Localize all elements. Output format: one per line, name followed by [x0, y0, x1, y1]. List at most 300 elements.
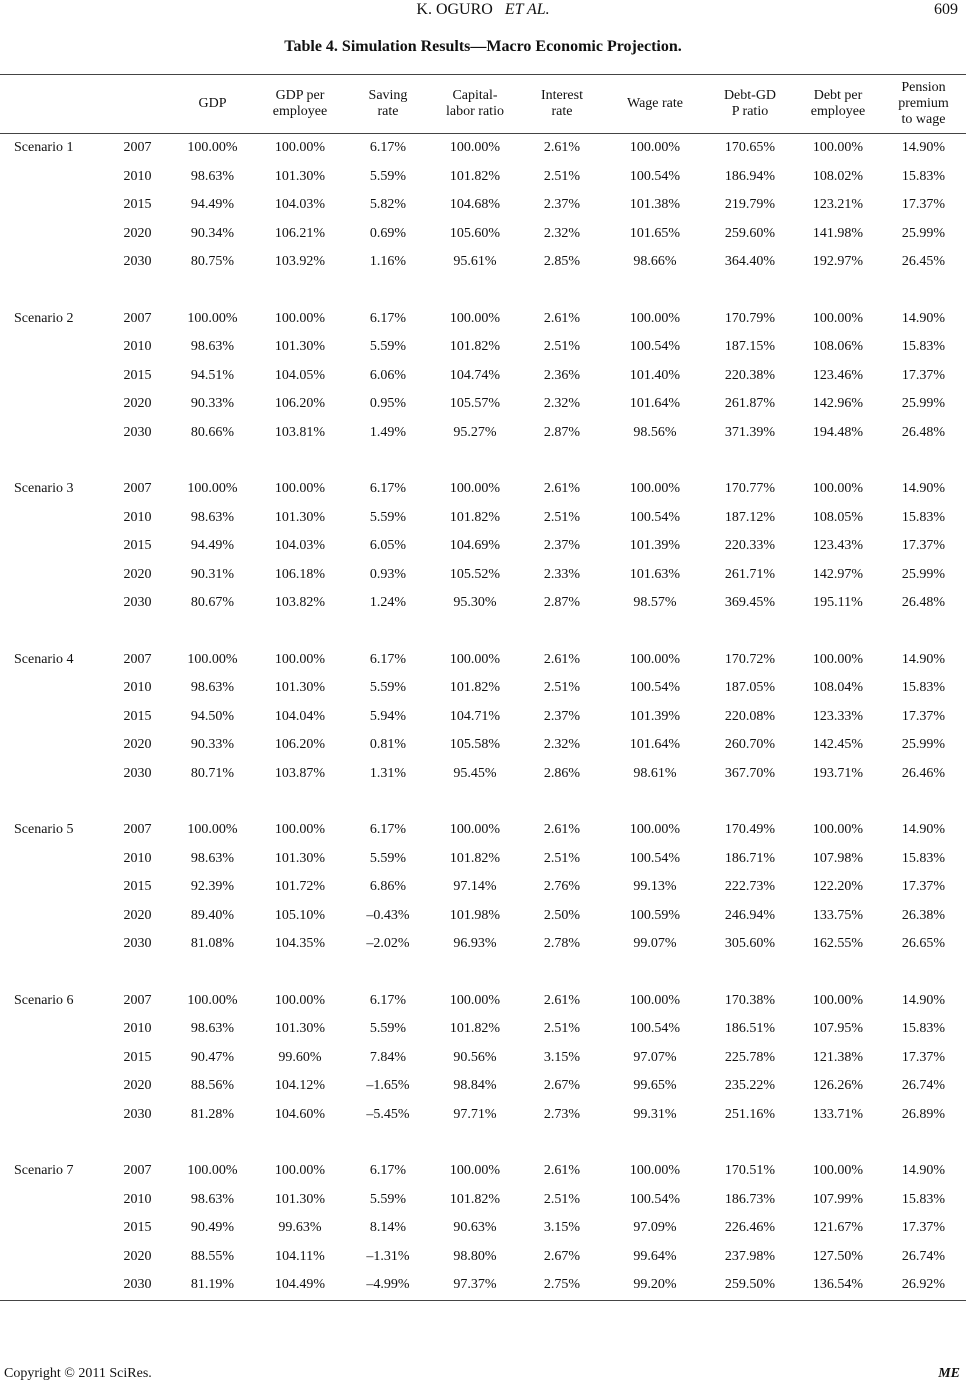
year-cell: 2010 [123, 509, 152, 525]
year-cell: 2030 [105, 1271, 170, 1300]
value-cell: 90.47% [190, 1049, 235, 1065]
column-header-line: GDP per [275, 88, 325, 103]
value-cell: 103.92% [274, 254, 326, 270]
value-cell: 99.13% [633, 879, 677, 895]
value-cell: 95.27% [453, 424, 497, 440]
value-cell: 261.71% [724, 566, 776, 582]
simulation-results-table [0, 74, 966, 1301]
value-cell: 100.00% [629, 140, 681, 156]
value-cell: 97.14% [453, 879, 497, 895]
value-cell: 104.12% [274, 1078, 326, 1094]
value-cell: 1.16% [369, 254, 407, 270]
value-cell: 100.54% [629, 680, 681, 696]
value-cell: 100.00% [812, 1163, 864, 1179]
value-cell: 107.95% [812, 1021, 864, 1037]
value-cell: 186.94% [724, 168, 776, 184]
table-row [0, 1271, 966, 1300]
value-cell: 101.39% [629, 708, 681, 724]
year-cell: 2030 [123, 765, 152, 781]
value-cell: 251.16% [724, 1106, 776, 1122]
value-cell: 2.61% [543, 140, 581, 156]
value-cell: 6.17% [369, 310, 407, 326]
value-cell: 3.15% [543, 1220, 581, 1236]
value-cell: 14.90% [901, 992, 946, 1008]
column-header [705, 75, 795, 134]
table-row [0, 902, 966, 931]
column-header-line: employee [272, 104, 328, 119]
value-cell: 100.00% [187, 481, 238, 497]
scenario-label-empty [0, 220, 105, 249]
value-cell: 187.15% [724, 339, 776, 355]
column-header [605, 75, 705, 134]
value-cell: 367.70% [724, 765, 776, 781]
value-cell: 101.64% [629, 737, 681, 753]
value-cell: 17.37% [901, 708, 946, 724]
value-cell: 101.64% [629, 396, 681, 412]
scenario-label: Scenario 1 [14, 140, 74, 156]
value-cell: 100.00% [274, 140, 326, 156]
value-cell: 104.04% [274, 708, 326, 724]
year-cell: 2015 [123, 879, 152, 895]
year-cell: 2007 [123, 822, 152, 838]
value-cell: 26.48% [901, 595, 946, 611]
value-cell: 81.28% [190, 1106, 235, 1122]
table-row [0, 475, 966, 504]
value-cell: 101.30% [274, 509, 326, 525]
value-cell: 17.37% [901, 367, 946, 383]
table-row [0, 532, 966, 561]
value-cell: 14.90% [901, 822, 946, 838]
value-cell: 305.60% [724, 936, 776, 952]
value-cell: 26.46% [901, 765, 946, 781]
value-cell: 7.84% [369, 1049, 407, 1065]
value-cell: 101.82% [449, 168, 501, 184]
value-cell: 88.56% [190, 1078, 235, 1094]
value-cell: 14.90% [901, 651, 946, 667]
value-cell: 98.57% [633, 595, 677, 611]
value-cell: 2.50% [543, 907, 581, 923]
value-cell: 101.98% [449, 907, 501, 923]
value-cell: 105.57% [449, 396, 501, 412]
year-cell: 2010 [123, 168, 152, 184]
journal-abbreviation: ME [938, 1366, 960, 1381]
value-cell: 100.00% [274, 651, 326, 667]
running-head-authors [0, 1, 966, 19]
spacer-cell [0, 1129, 966, 1157]
scenario-label-empty [0, 333, 105, 362]
value-cell: 101.82% [449, 339, 501, 355]
scenario-label-empty [0, 930, 105, 959]
value-cell: 2.32% [543, 225, 581, 241]
value-cell: 192.97% [812, 254, 864, 270]
value-cell: 26.48% [901, 424, 946, 440]
year-cell: 2020 [123, 907, 152, 923]
value-cell: 104.68% [449, 197, 501, 213]
scenario-label-empty [0, 703, 105, 732]
value-cell: 100.00% [449, 140, 501, 156]
value-cell: 101.39% [629, 538, 681, 554]
value-cell: 98.63% [190, 509, 235, 525]
value-cell: 6.17% [369, 481, 407, 497]
year-cell: 2030 [123, 1106, 152, 1122]
scenario-spacer-row [0, 788, 966, 816]
year-cell: 2010 [123, 1021, 152, 1037]
value-cell: 170.72% [724, 651, 776, 667]
value-cell: 80.66% [190, 424, 235, 440]
value-cell: 99.64% [633, 1248, 677, 1264]
table-row [0, 504, 966, 533]
value-cell: 101.82% [449, 509, 501, 525]
value-cell: 99.31% [633, 1106, 677, 1122]
spacer-cell [0, 959, 966, 987]
value-cell: 104.05% [274, 367, 326, 383]
year-cell: 2010 [123, 680, 152, 696]
value-cell: 101.30% [274, 850, 326, 866]
value-cell: 100.00% [629, 1163, 681, 1179]
value-cell: 5.94% [369, 708, 407, 724]
column-header-line: rate [377, 104, 399, 119]
value-cell: 1.49% [369, 424, 407, 440]
column-header-line: Interest [541, 88, 583, 103]
value-cell: 101.30% [274, 1021, 326, 1037]
value-cell: 100.00% [187, 992, 238, 1008]
table-row [0, 1157, 966, 1186]
value-cell: 5.59% [369, 1021, 407, 1037]
value-cell: 14.90% [901, 481, 946, 497]
spacer-cell [0, 788, 966, 816]
year-cell: 2020 [123, 566, 152, 582]
value-cell: 259.50% [705, 1271, 795, 1300]
value-cell: 100.00% [449, 822, 501, 838]
value-cell: 101.72% [274, 879, 326, 895]
value-cell: 104.69% [449, 538, 501, 554]
value-cell: 98.63% [190, 168, 235, 184]
value-cell: 5.59% [369, 1191, 407, 1207]
value-cell: 101.38% [629, 197, 681, 213]
value-cell: 1.31% [369, 765, 407, 781]
scenario-spacer-row [0, 618, 966, 646]
value-cell: 98.63% [190, 850, 235, 866]
value-cell: 0.95% [369, 396, 407, 412]
column-header-line: Capital- [452, 88, 498, 103]
value-cell: 170.51% [724, 1163, 776, 1179]
value-cell: 2.67% [543, 1078, 581, 1094]
value-cell: 98.66% [633, 254, 677, 270]
table-row [0, 390, 966, 419]
value-cell: 123.21% [812, 197, 864, 213]
value-cell: 98.63% [190, 339, 235, 355]
year-cell: 2015 [123, 708, 152, 724]
value-cell: –2.02% [366, 936, 410, 952]
value-cell: 90.33% [190, 737, 235, 753]
value-cell: 90.33% [190, 396, 235, 412]
column-header-line: P ratio [731, 104, 769, 119]
table-row [0, 333, 966, 362]
column-header-line: Saving [368, 88, 408, 103]
value-cell: 108.04% [812, 680, 864, 696]
value-cell: 141.98% [812, 225, 864, 241]
year-cell: 2007 [123, 651, 152, 667]
value-cell: 97.09% [633, 1220, 677, 1236]
scenario-label: Scenario 6 [14, 992, 74, 1008]
value-cell: 101.63% [629, 566, 681, 582]
value-cell: 90.34% [190, 225, 235, 241]
value-cell: 2.73% [543, 1106, 581, 1122]
year-cell: 2007 [123, 992, 152, 1008]
value-cell: 100.00% [629, 651, 681, 667]
value-cell: 101.30% [274, 168, 326, 184]
value-cell: 259.60% [724, 225, 776, 241]
value-cell: 2.61% [543, 651, 581, 667]
scenario-label: Scenario 3 [14, 481, 74, 497]
column-header-line: rate [551, 104, 573, 119]
table-row [0, 305, 966, 334]
et-al: ET AL. [504, 1, 550, 18]
value-cell: 170.77% [724, 481, 776, 497]
value-cell: 6.86% [369, 879, 407, 895]
table-row [0, 1186, 966, 1215]
value-cell: 6.17% [369, 651, 407, 667]
value-cell: 98.61% [633, 765, 677, 781]
table-row [0, 703, 966, 732]
value-cell: 2.37% [543, 538, 581, 554]
scenario-label-empty [0, 504, 105, 533]
value-cell: 2.51% [543, 339, 581, 355]
value-cell: 94.50% [190, 708, 235, 724]
value-cell: 100.00% [812, 651, 864, 667]
value-cell: 17.37% [901, 879, 946, 895]
table-row [0, 930, 966, 959]
scenario-label-empty [0, 845, 105, 874]
column-header [881, 75, 966, 134]
scenario-label-empty [0, 589, 105, 618]
value-cell: 195.11% [813, 595, 863, 611]
year-cell: 2020 [123, 225, 152, 241]
value-cell: 80.67% [190, 595, 235, 611]
scenario-label-empty [0, 1101, 105, 1130]
value-cell: 17.37% [901, 1049, 946, 1065]
value-cell: 104.71% [449, 708, 501, 724]
value-cell: 15.83% [901, 168, 946, 184]
value-cell: 5.59% [369, 168, 407, 184]
scenario-label: Scenario 4 [14, 651, 74, 667]
value-cell: 99.63% [278, 1220, 322, 1236]
value-cell: 100.59% [629, 907, 681, 923]
value-cell: 103.81% [274, 424, 326, 440]
value-cell: 100.54% [629, 509, 681, 525]
value-cell: 0.69% [369, 225, 407, 241]
value-cell: 100.00% [274, 310, 326, 326]
value-cell: 162.55% [812, 936, 864, 952]
year-cell: 2015 [123, 1049, 152, 1065]
value-cell: 25.99% [901, 737, 946, 753]
value-cell: 2.61% [543, 1163, 581, 1179]
value-cell: 108.06% [812, 339, 864, 355]
value-cell: 127.50% [812, 1248, 864, 1264]
year-cell: 2030 [123, 595, 152, 611]
column-header-line: Wage rate [627, 96, 683, 111]
table-row [0, 419, 966, 448]
value-cell: 90.49% [190, 1220, 235, 1236]
value-cell: 122.20% [812, 879, 864, 895]
table-row [0, 760, 966, 789]
value-cell: 17.37% [901, 197, 946, 213]
value-cell: 100.00% [274, 1163, 326, 1179]
table-row [0, 816, 966, 845]
value-cell: 100.00% [449, 310, 501, 326]
value-cell: 104.60% [274, 1106, 326, 1122]
year-cell: 2020 [123, 737, 152, 753]
value-cell: 104.35% [274, 936, 326, 952]
value-cell: 6.17% [369, 1163, 407, 1179]
scenario-label-empty [0, 419, 105, 448]
value-cell: 2.37% [543, 197, 581, 213]
table-row [0, 134, 966, 163]
value-cell: 100.54% [629, 1021, 681, 1037]
value-cell: 5.59% [369, 509, 407, 525]
year-cell: 2030 [123, 936, 152, 952]
table-body [0, 134, 966, 1301]
column-header-line: Pension [901, 80, 946, 95]
scenario-label-empty [0, 390, 105, 419]
value-cell: 99.65% [633, 1078, 677, 1094]
value-cell: 100.00% [187, 310, 238, 326]
value-cell: 2.32% [543, 396, 581, 412]
table-row [0, 163, 966, 192]
value-cell: 246.94% [724, 907, 776, 923]
value-cell: 100.00% [629, 822, 681, 838]
value-cell: 15.83% [901, 1021, 946, 1037]
scenario-spacer-row [0, 447, 966, 475]
value-cell: 2.51% [543, 680, 581, 696]
value-cell: 90.63% [453, 1220, 497, 1236]
value-cell: 100.00% [187, 822, 238, 838]
value-cell: 101.82% [449, 850, 501, 866]
column-header [431, 75, 519, 134]
header-year-blank [105, 75, 170, 134]
value-cell: 90.56% [453, 1049, 497, 1065]
value-cell: 101.82% [449, 1191, 501, 1207]
scenario-label: Scenario 5 [14, 822, 74, 838]
value-cell: 26.65% [901, 936, 946, 952]
value-cell: 2.85% [543, 254, 581, 270]
year-cell: 2020 [123, 396, 152, 412]
value-cell: 220.08% [724, 708, 776, 724]
value-cell: 187.05% [724, 680, 776, 696]
scenario-label-empty [0, 1214, 105, 1243]
value-cell: 100.54% [629, 850, 681, 866]
scenario-label-empty [0, 873, 105, 902]
value-cell: 100.54% [629, 339, 681, 355]
table-row [0, 1101, 966, 1130]
scenario-label-empty [0, 1243, 105, 1272]
value-cell: 104.03% [274, 538, 326, 554]
value-cell: 98.63% [190, 1191, 235, 1207]
value-cell: 107.99% [812, 1191, 864, 1207]
scenario-label-empty [0, 1044, 105, 1073]
value-cell: 170.65% [724, 140, 776, 156]
value-cell: 2.51% [543, 1191, 581, 1207]
value-cell: 81.08% [190, 936, 235, 952]
column-header [795, 75, 881, 134]
value-cell: 100.00% [812, 822, 864, 838]
year-cell: 2007 [123, 310, 152, 326]
value-cell: 98.80% [453, 1248, 497, 1264]
value-cell: 100.00% [812, 140, 864, 156]
column-header-line: labor ratio [446, 104, 504, 119]
scenario-label-empty [0, 362, 105, 391]
scenario-label-empty [0, 561, 105, 590]
table-row [0, 845, 966, 874]
value-cell: 103.82% [274, 595, 326, 611]
value-cell: 100.00% [812, 481, 864, 497]
value-cell: 95.61% [453, 254, 497, 270]
value-cell: 100.00% [629, 481, 681, 497]
column-header-line: employee [810, 104, 866, 119]
value-cell: 235.22% [724, 1078, 776, 1094]
value-cell: 99.07% [633, 936, 677, 952]
value-cell: 25.99% [901, 225, 946, 241]
value-cell: 6.05% [369, 538, 407, 554]
value-cell: 89.40% [190, 907, 235, 923]
value-cell: 1.24% [369, 595, 407, 611]
value-cell: 26.45% [901, 254, 946, 270]
table-row [0, 248, 966, 277]
value-cell: 6.17% [369, 992, 407, 1008]
value-cell: 106.21% [274, 225, 326, 241]
table-row [0, 1243, 966, 1272]
value-cell: 106.18% [274, 566, 326, 582]
value-cell: 17.37% [901, 1220, 946, 1236]
value-cell: 170.49% [724, 822, 776, 838]
value-cell: 100.00% [274, 481, 326, 497]
value-cell: 2.51% [543, 509, 581, 525]
value-cell: 2.61% [543, 481, 581, 497]
table-row [0, 1044, 966, 1073]
value-cell: 187.12% [724, 509, 776, 525]
table-header-row [0, 75, 966, 134]
value-cell: 15.83% [901, 850, 946, 866]
value-cell: 101.30% [274, 1191, 326, 1207]
value-cell: 100.00% [449, 992, 501, 1008]
scenario-label-empty [0, 191, 105, 220]
value-cell: 105.58% [449, 737, 501, 753]
value-cell: 101.82% [449, 1021, 501, 1037]
value-cell: 101.65% [629, 225, 681, 241]
scenario-label: Scenario 2 [14, 310, 74, 326]
value-cell: 17.37% [901, 538, 946, 554]
year-cell: 2010 [123, 339, 152, 355]
column-header [519, 75, 605, 134]
value-cell: 100.00% [274, 992, 326, 1008]
value-cell: 5.82% [369, 197, 407, 213]
value-cell: 100.00% [812, 310, 864, 326]
page-number: 609 [934, 1, 958, 18]
value-cell: 2.87% [543, 595, 581, 611]
value-cell: 133.75% [812, 907, 864, 923]
column-header-line: GDP [198, 96, 227, 111]
year-cell: 2015 [123, 367, 152, 383]
value-cell: 80.71% [190, 765, 235, 781]
value-cell: 225.78% [724, 1049, 776, 1065]
value-cell: 96.93% [453, 936, 497, 952]
value-cell: 97.71% [453, 1106, 497, 1122]
value-cell: 170.38% [724, 992, 776, 1008]
year-cell: 2007 [123, 140, 152, 156]
value-cell: 98.56% [633, 424, 677, 440]
value-cell: 121.67% [812, 1220, 864, 1236]
value-cell: 94.49% [190, 197, 235, 213]
